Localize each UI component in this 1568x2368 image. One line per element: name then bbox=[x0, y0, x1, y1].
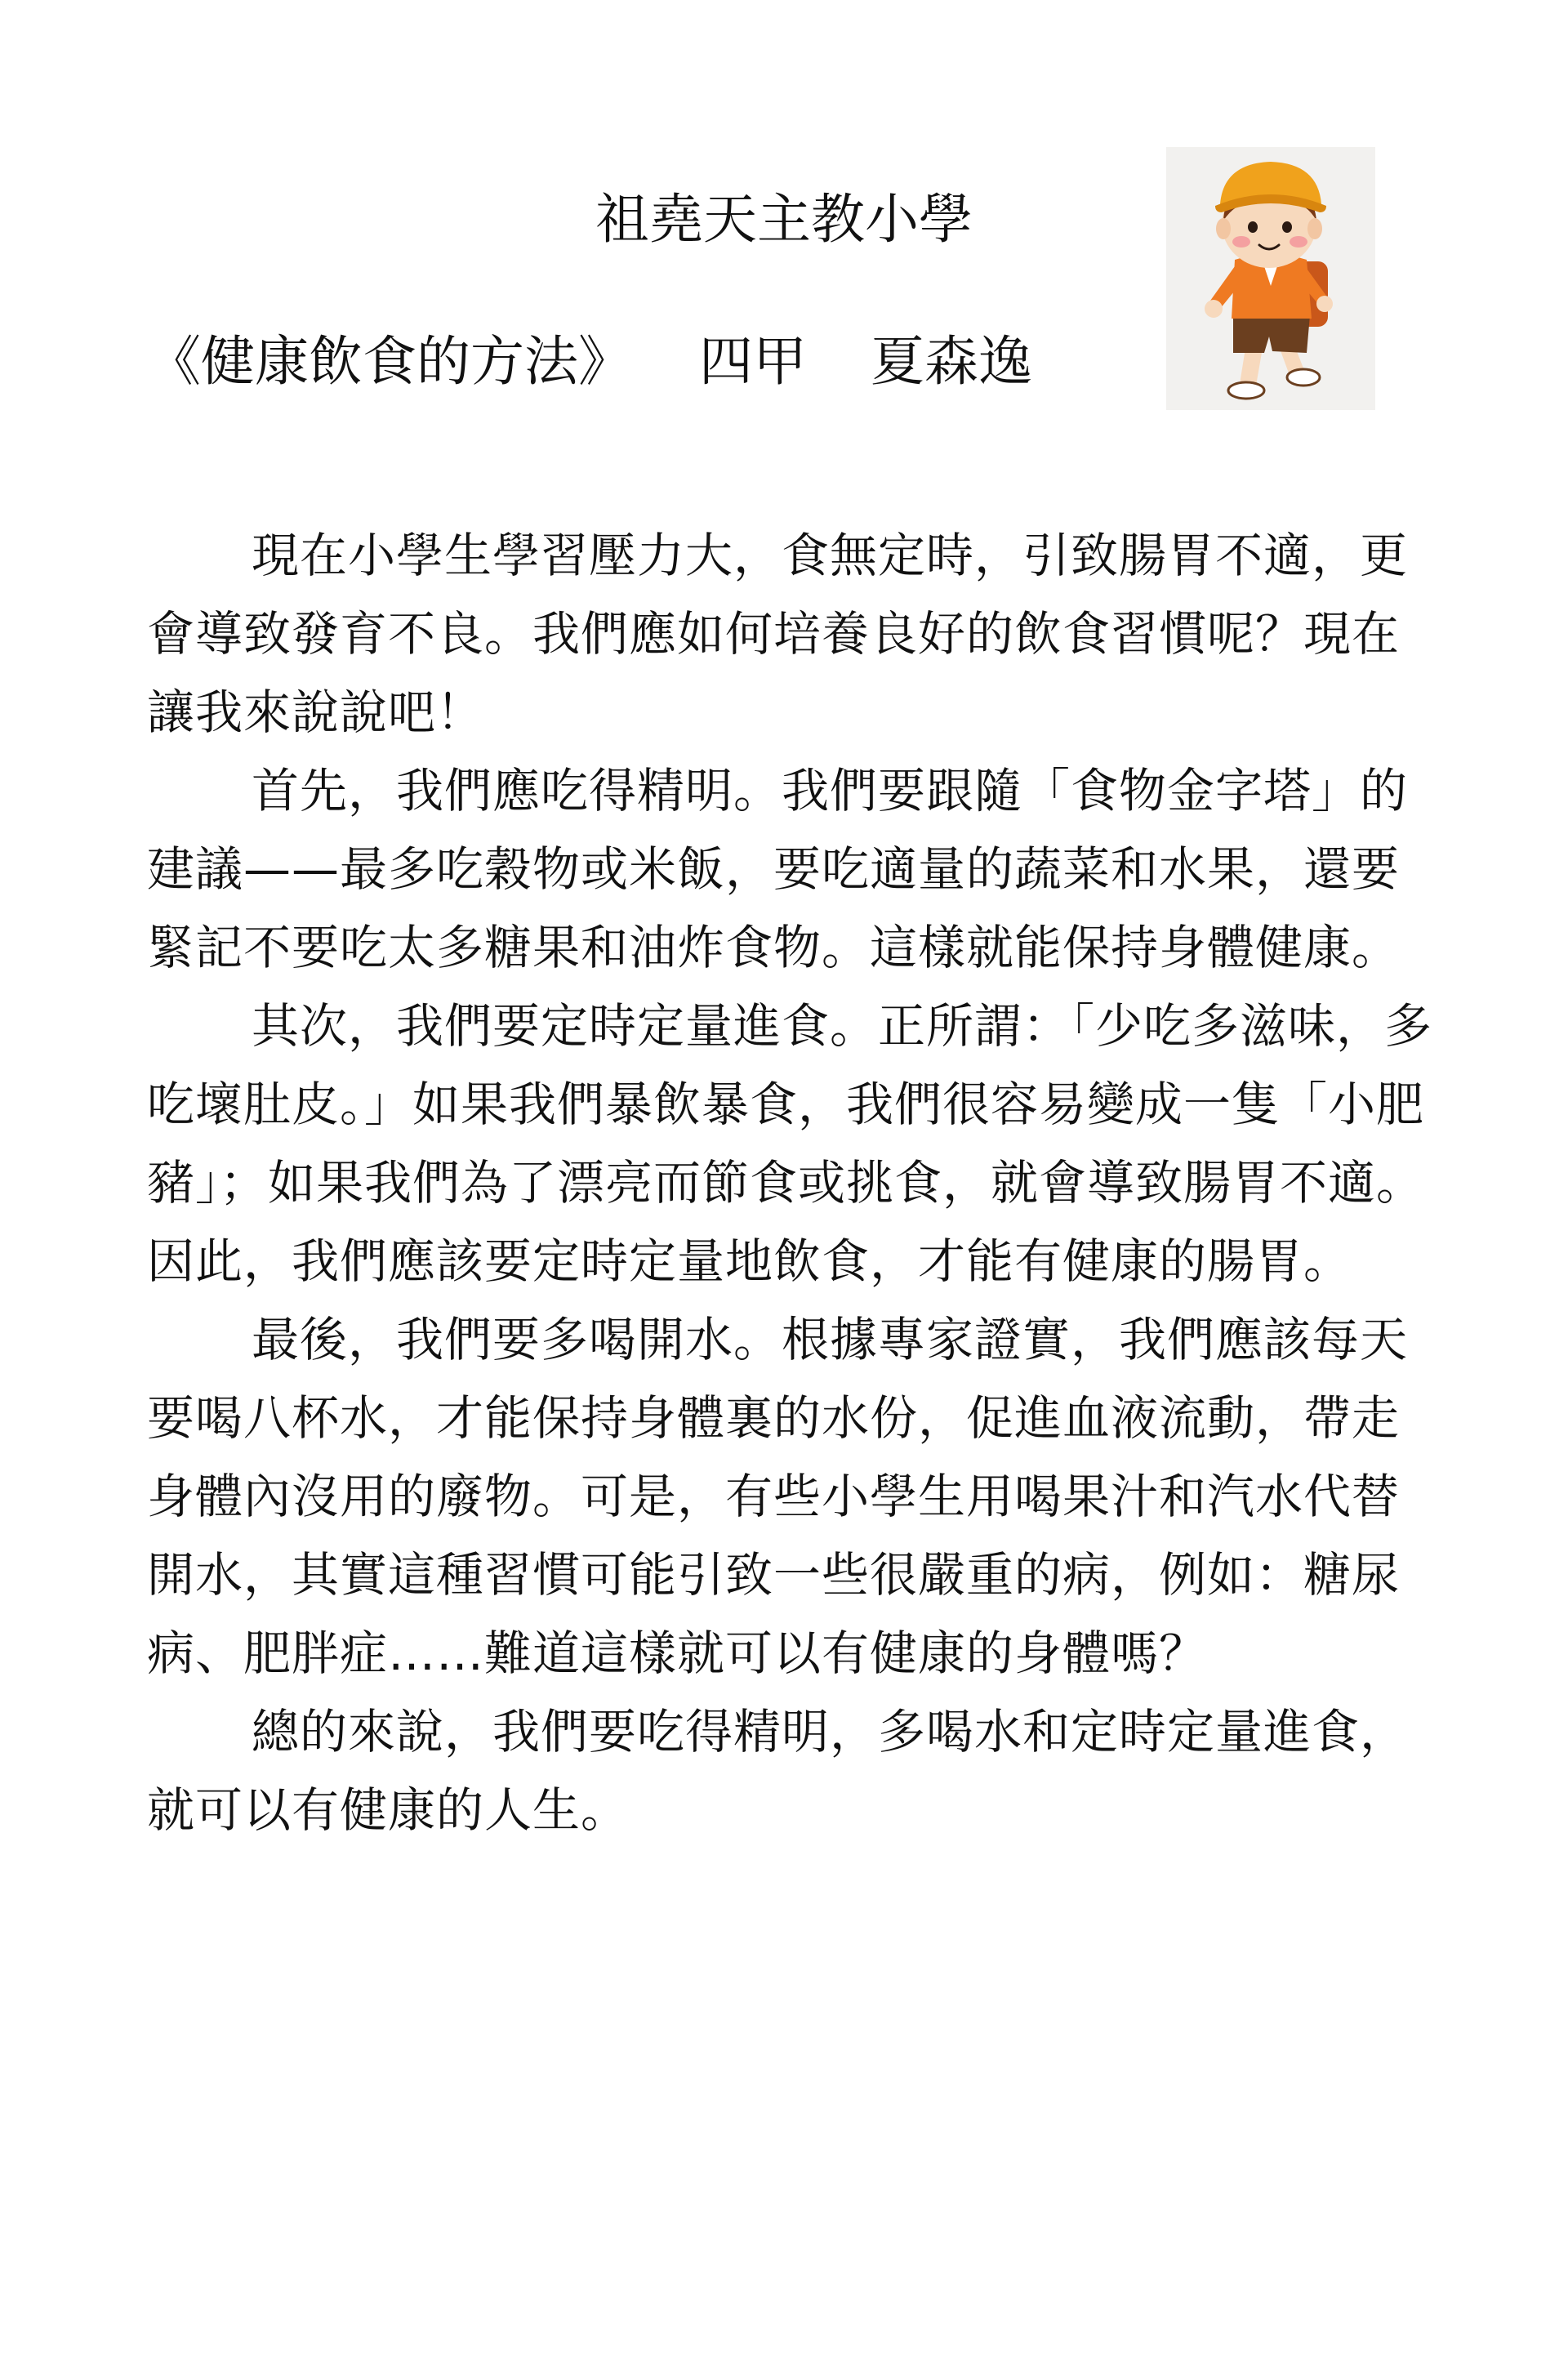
essay-paragraph-3: 其次，我們要定時定量進食。正所謂：「少吃多滋味，多吃壞肚皮。」如果我們暴飲暴食，我們很容易變成一隻「小肥豬」；如果我們為了漂亮而節食或挑食，就會導致腸胃不適。因此，我們應該要定時定量地飲食，才能有健康的腸胃。 bbox=[147, 998, 1433, 1289]
essay-body bbox=[147, 516, 1437, 1849]
essay-paragraph-4: 最後，我們要多喝開水。根據專家證實，我們應該每天要喝八杯水，才能保持身體裏的水份，促進血液流動，帶走身體內沒用的廢物。可是，有些小學生用喝果汁和汽水代替開水，其實這種習慣可能引致一些很嚴重的病，例如：糖尿病、肥胖症……難道這樣就可以有健康的身體嗎？ bbox=[147, 1312, 1409, 1681]
essay-title: 《健康飲食的方法》 bbox=[147, 330, 632, 393]
essay-paragraph-1: 現在小學生學習壓力大，食無定時，引致腸胃不適，更會導致發育不良。我們應如何培養良好的飲食習慣呢？現在讓我來說說吧！ bbox=[147, 528, 1409, 740]
essay-paragraph-2: 首先，我們應吃得精明。我們要跟隨「食物金字塔」的建議——最多吃穀物或米飯，要吃適量的蔬菜和水果，還要緊記不要吃太多糖果和油炸食物。這樣就能保持身體健康。 bbox=[147, 763, 1409, 975]
cartoon-boy-icon bbox=[1166, 147, 1375, 410]
class-name: 四甲 bbox=[699, 330, 807, 393]
author-name: 夏森逸 bbox=[871, 330, 1032, 393]
school-name: 祖堯天主教小學 bbox=[595, 188, 973, 251]
essay-paragraph-5: 總的來說，我們要吃得精明，多喝水和定時定量進食，就可以有健康的人生。 bbox=[147, 1704, 1409, 1838]
essay-header-line bbox=[147, 325, 1032, 399]
